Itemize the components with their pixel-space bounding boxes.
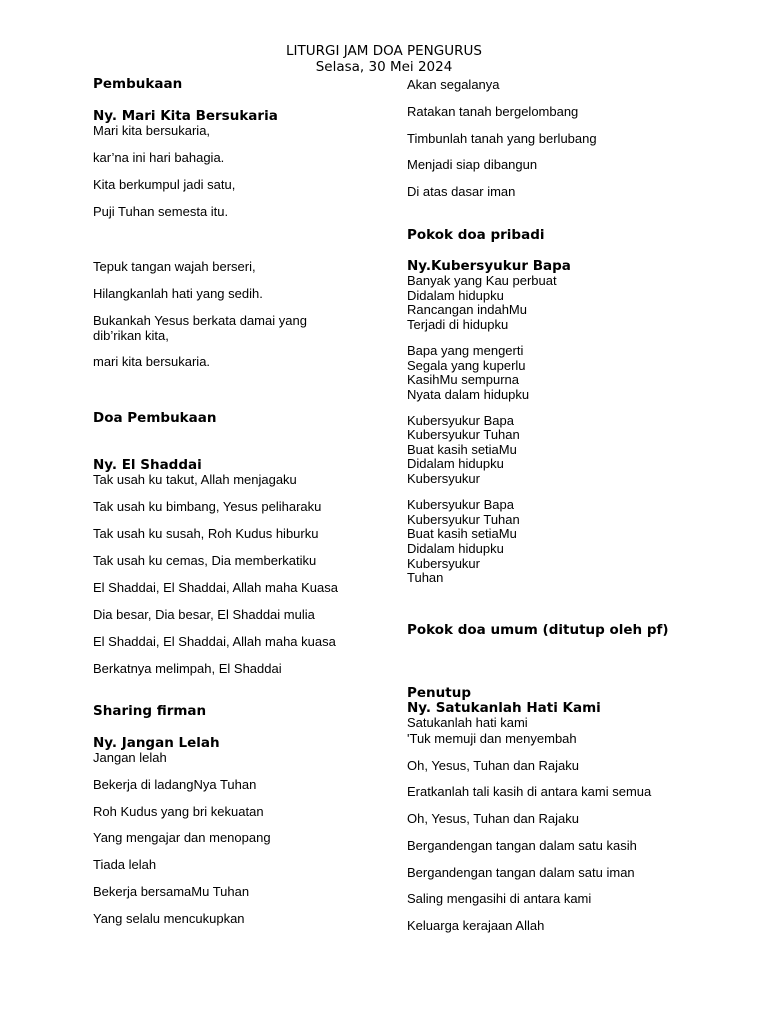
lyric-line: Dia besar, Dia besar, El Shaddai mulia	[93, 607, 315, 622]
lyric-line: Banyak yang Kau perbuat	[407, 273, 557, 288]
lyric-line: Tak usah ku susah, Roh Kudus hiburku	[93, 526, 319, 541]
lyric-line: Puji Tuhan semesta itu.	[93, 204, 229, 219]
lyric-line: Nyata dalam hidupku	[407, 387, 530, 402]
lyric-line: El Shaddai, El Shaddai, Allah maha Kuasa	[93, 580, 339, 595]
lyric-line: Tak usah ku cemas, Dia memberkatiku	[93, 553, 317, 568]
lyric-line: Yang mengajar dan menopang	[93, 830, 271, 845]
lyric-line: Saling mengasihi di antara kami	[407, 891, 592, 906]
section-heading-pokok-doa-umum: Pokok doa umum (ditutup oleh pf)	[407, 622, 669, 638]
lyric-line: Bapa yang mengerti	[407, 343, 524, 358]
lyric-line: Bergandengan tangan dalam satu kasih	[407, 838, 637, 853]
lyric-line: Menjadi siap dibangun	[407, 157, 538, 172]
section-heading-sharing-firman: Sharing firman	[93, 703, 207, 719]
lyric-line: Ratakan tanah bergelombang	[407, 104, 579, 119]
lyric-line: Didalam hidupku	[407, 456, 504, 471]
lyric-line: 'Tuk memuji dan menyembah	[407, 731, 577, 746]
section-heading-doa-pembukaan: Doa Pembukaan	[93, 410, 217, 426]
song-title-kubersyukur-bapa: Ny.Kubersyukur Bapa	[407, 258, 571, 274]
lyric-line: Tuhan	[407, 570, 444, 585]
lyric-line: Bekerja bersamaMu Tuhan	[93, 884, 250, 899]
song-title-mari-kita-bersukaria: Ny. Mari Kita Bersukaria	[93, 108, 278, 124]
song-title-satukanlah-hati-kami: Ny. Satukanlah Hati Kami	[407, 700, 601, 716]
song-title-jangan-lelah: Ny. Jangan Lelah	[93, 735, 220, 751]
lyric-line: Kubersyukur Bapa	[407, 497, 514, 512]
lyric-line: Tak usah ku bimbang, Yesus peliharaku	[93, 499, 322, 514]
lyric-line: Didalam hidupku	[407, 288, 504, 303]
lyric-line: Keluarga kerajaan Allah	[407, 918, 545, 933]
lyric-line: Tak usah ku takut, Allah menjagaku	[93, 472, 297, 487]
lyric-line: mari kita bersukaria.	[93, 354, 211, 369]
lyric-line: KasihMu sempurna	[407, 372, 519, 387]
lyric-line: Yang selalu mencukupkan	[93, 911, 245, 926]
lyric-line: Tepuk tangan wajah berseri,	[93, 259, 256, 274]
lyric-line: Satukanlah hati kami	[407, 715, 528, 730]
lyric-line: Hilangkanlah hati yang sedih.	[93, 286, 263, 301]
lyric-line: Kubersyukur	[407, 556, 480, 571]
lyric-line: Mari kita bersukaria,	[93, 123, 211, 138]
lyric-line: Terjadi di hidupku	[407, 317, 509, 332]
lyric-line: Kubersyukur Tuhan	[407, 512, 520, 527]
lyric-line: kar’na ini hari bahagia.	[93, 150, 225, 165]
lyric-line: Buat kasih setiaMu	[407, 442, 517, 457]
section-heading-pembukaan: Pembukaan	[93, 76, 183, 92]
lyric-line: Kubersyukur Bapa	[407, 413, 514, 428]
lyric-line: Di atas dasar iman	[407, 184, 516, 199]
lyric-line: Jangan lelah	[93, 750, 167, 765]
lyric-line: Tiada lelah	[93, 857, 157, 872]
lyric-line: Oh, Yesus, Tuhan dan Rajaku	[407, 758, 580, 773]
lyric-line: Didalam hidupku	[407, 541, 504, 556]
lyric-line: Buat kasih setiaMu	[407, 526, 517, 541]
document-title: LITURGI JAM DOA PENGURUS	[286, 43, 482, 59]
song-title-el-shaddai: Ny. El Shaddai	[93, 457, 202, 473]
lyric-line: Akan segalanya	[407, 77, 500, 92]
section-heading-penutup: Penutup	[407, 685, 471, 701]
document-header	[0, 43, 768, 75]
lyric-line: Segala yang kuperlu	[407, 358, 526, 373]
lyric-line: Oh, Yesus, Tuhan dan Rajaku	[407, 811, 580, 826]
lyric-line: Timbunlah tanah yang berlubang	[407, 131, 597, 146]
section-heading-pokok-doa-pribadi: Pokok doa pribadi	[407, 227, 545, 243]
lyric-line: Bergandengan tangan dalam satu iman	[407, 865, 635, 880]
lyric-line: Kubersyukur Tuhan	[407, 427, 520, 442]
lyric-line: Rancangan indahMu	[407, 302, 527, 317]
lyric-line: Bekerja di ladangNya Tuhan	[93, 777, 257, 792]
lyric-line: Roh Kudus yang bri kekuatan	[93, 804, 264, 819]
lyric-line: Bukankah Yesus berkata damai yang dib’rikan kita,	[93, 313, 307, 343]
lyric-line: Kubersyukur	[407, 471, 480, 486]
lyric-line: Berkatnya melimpah, El Shaddai	[93, 661, 282, 676]
document-date: Selasa, 30 Mei 2024	[315, 59, 453, 75]
lyric-line: Eratkanlah tali kasih di antara kami semua	[407, 784, 652, 799]
lyric-line: Kita berkumpul jadi satu,	[93, 177, 236, 192]
lyric-line: El Shaddai, El Shaddai, Allah maha kuasa	[93, 634, 336, 649]
